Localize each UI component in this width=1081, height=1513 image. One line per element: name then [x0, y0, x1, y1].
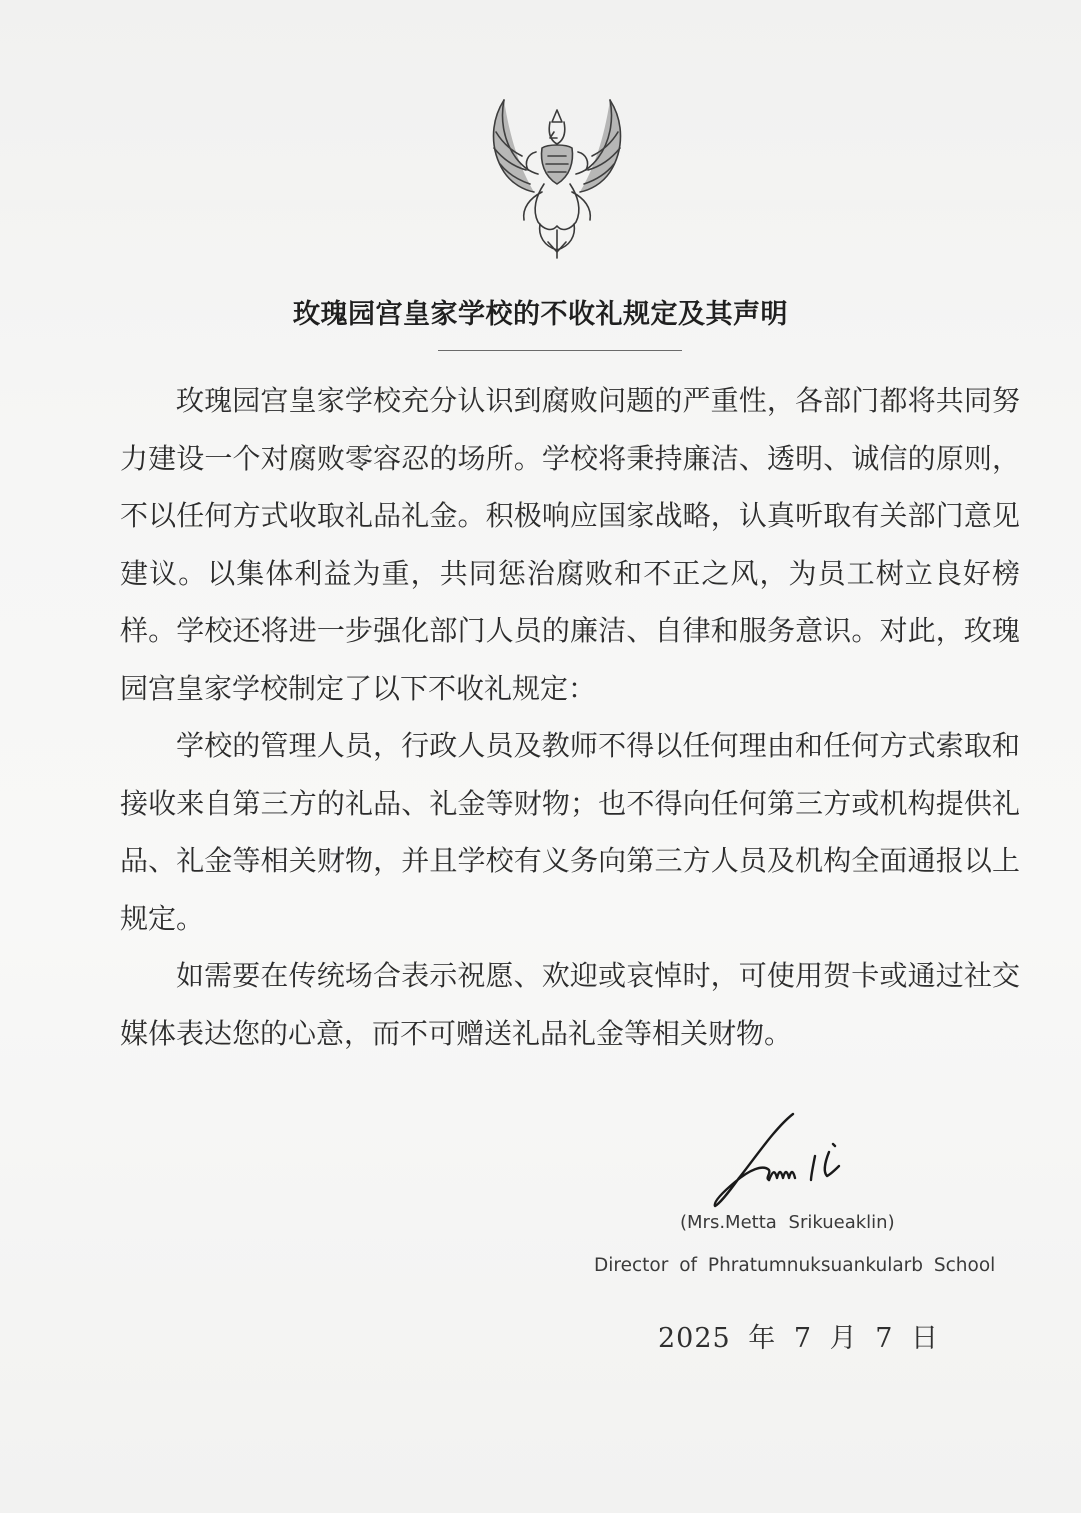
document-body [120, 372, 1020, 1062]
title-underline [438, 350, 682, 351]
paragraph: 学校的管理人员，行政人员及教师不得以任何理由和任何方式索取和接收来自第三方的礼品、礼金等财物；也不得向任何第三方或机构提供礼品、礼金等相关财物，并且学校有义务向第三方人员及机构全面通报以上规定。 [120, 729, 1020, 935]
garuda-emblem-icon [482, 92, 632, 262]
document-date: 2025 年 7 月 7 日 [658, 1323, 939, 1354]
paragraph: 玫瑰园宫皇家学校充分认识到腐败问题的严重性，各部门都将共同努力建设一个对腐败零容忍的场所。学校将秉持廉洁、透明、诚信的原则，不以任何方式收取礼品礼金。积极响应国家战略，认真听取有关部门意见建议。以集体利益为重，共同惩治腐败和不正之风，为员工树立良好榜样。学校还将进一步强化部门人员的廉洁、自律和服务意识。对此，玫瑰园宫皇家学校制定了以下不收礼规定： [120, 384, 1020, 705]
paragraph: 如需要在传统场合表示祝愿、欢迎或哀悼时，可使用贺卡或通过社交媒体表达您的心意，而不可赠送礼品礼金等相关财物。 [120, 959, 1020, 1050]
signer-name: (Mrs.Metta Srikueaklin) [680, 1212, 895, 1233]
document-title: 玫瑰园宫皇家学校的不收礼规定及其声明 [293, 299, 788, 330]
handwritten-signature [705, 1108, 855, 1213]
signer-title: Director of Phratumnuksuankularb School [594, 1255, 996, 1276]
